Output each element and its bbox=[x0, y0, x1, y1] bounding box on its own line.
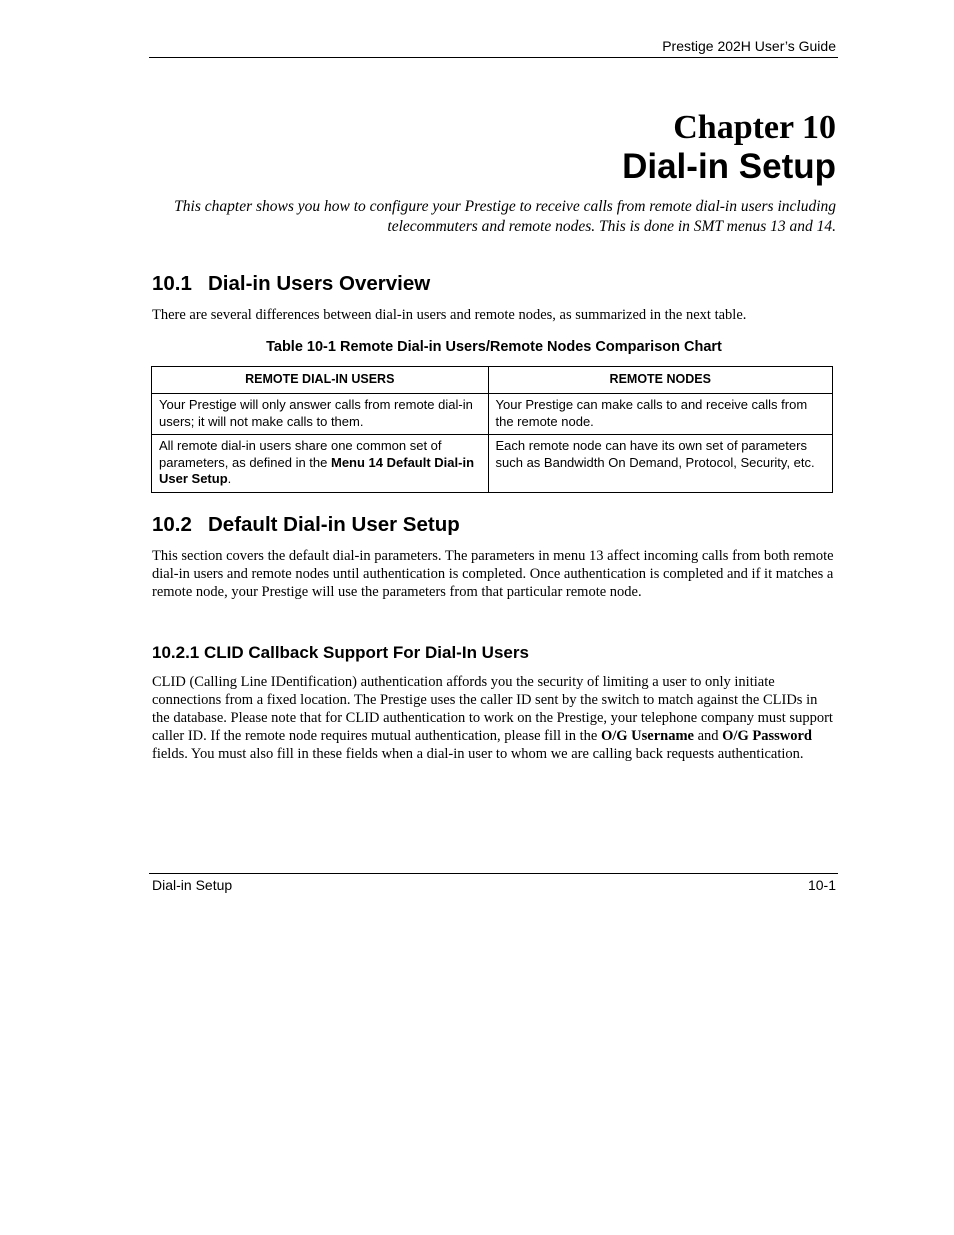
section-heading-10-1 bbox=[152, 271, 430, 297]
subsection-10-2-1-paragraph bbox=[152, 673, 836, 763]
table-caption: Table 10-1 Remote Dial-in Users/Remote Nodes Comparison Chart bbox=[266, 339, 722, 355]
section-number: 10.1 bbox=[152, 272, 192, 295]
header-title: Prestige 202H User’s Guide bbox=[662, 38, 836, 54]
table-header-cell: REMOTE NODES bbox=[488, 367, 833, 394]
page-footer bbox=[149, 873, 838, 894]
section-10-1-paragraph: There are several differences between dial-in users and remote nodes, as summarized in the next table. bbox=[152, 307, 747, 323]
section-heading-10-2 bbox=[152, 512, 460, 538]
table-row bbox=[152, 394, 833, 435]
cell-text: . bbox=[227, 471, 232, 486]
chapter-intro: This chapter shows you how to configure your Prestige to receive calls from remote dial-in users including telecommuters and remote nodes. This is done in SMT menus 13 and 14. bbox=[174, 198, 836, 235]
paragraph-text: and bbox=[693, 728, 723, 744]
section-title: Default Dial-in User Setup bbox=[208, 513, 460, 536]
chapter-number: Chapter 10 bbox=[673, 109, 836, 146]
section-title: Dial-in Users Overview bbox=[208, 272, 431, 295]
paragraph-text: fields. You must also fill in these fields when a dial-in user to whom we are calling back requests authentication. bbox=[152, 746, 804, 762]
section-number: 10.2 bbox=[152, 513, 192, 536]
table-cell: Your Prestige will only answer calls from remote dial-in users; it will not make calls to them. bbox=[152, 394, 489, 435]
section-10-2-paragraph: This section covers the default dial-in parameters. The parameters in menu 13 affect incoming calls from both remote dial-in users and remote nodes until authentication is completed. Once authentication is completed and if it matches a remote node, your Prestige will use the parameters from that particular remote node. bbox=[152, 548, 834, 600]
subsection-heading-10-2-1: 10.2.1 CLID Callback Support For Dial-In Users bbox=[152, 643, 529, 662]
table-header-cell: REMOTE DIAL-IN USERS bbox=[152, 367, 489, 394]
page-number: 10-1 bbox=[807, 877, 836, 893]
footer-chapter-name: Dial-in Setup bbox=[152, 877, 233, 893]
page-header bbox=[149, 36, 838, 58]
chapter-title: Dial-in Setup bbox=[622, 147, 836, 186]
comparison-table bbox=[151, 366, 833, 493]
paragraph-text: CLID (Calling Line IDentification) authentication affords you the security of limiting a user to only initiate connections from a fixed location. The Prestige uses the caller ID sent by the switch to match against the CLIDs in the database. Please note that for CLID authentication to work on the Prestige, your telephone company must support caller ID. If the remote node requires mutual authentication, please fill in the bbox=[152, 674, 833, 744]
cell-text: All remote dial-in users share one common set of parameters, as defined in the bbox=[159, 438, 442, 470]
table-cell: Each remote node can have its own set of parameters such as Bandwidth On Demand, Protocol, Security, etc. bbox=[488, 435, 833, 493]
menu-reference: Menu 14 Default Dial-in User Setup bbox=[159, 454, 475, 486]
field-name-og-password: O/G Password bbox=[722, 728, 812, 744]
field-name-og-username: O/G Username bbox=[600, 728, 694, 744]
table-cell bbox=[152, 435, 489, 493]
table-cell: Your Prestige can make calls to and receive calls from the remote node. bbox=[488, 394, 833, 435]
table-row bbox=[152, 435, 833, 493]
table-header-row bbox=[152, 367, 833, 394]
